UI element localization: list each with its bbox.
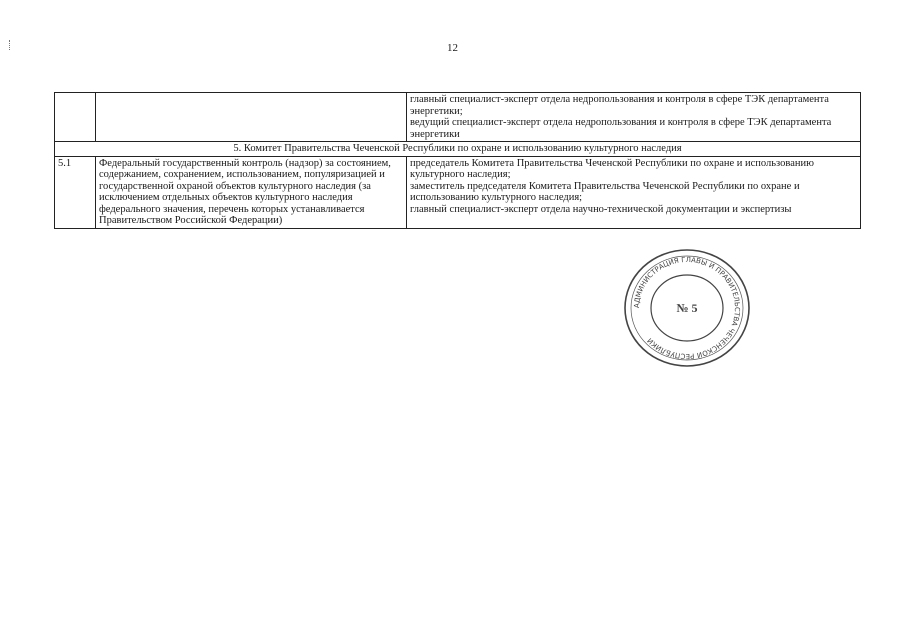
table-row <box>55 93 861 142</box>
seal-ring-textpath: АДМИНИСТРАЦИЯ ГЛАВЫ И ПРАВИТЕЛЬСТВА ЧЕЧЕНСКОЙ РЕСПУБЛИКИ <box>632 255 742 361</box>
officials-cell <box>407 156 861 228</box>
table-row <box>55 156 861 228</box>
seal-number: № 5 <box>676 301 698 315</box>
row-number-cell <box>55 93 96 142</box>
official-line: заместитель председателя Комитета Правительства Чеченской Республики по охране и использованию культурного наследия; <box>410 180 800 203</box>
officials-cell <box>407 93 861 142</box>
official-seal-stamp <box>619 243 755 373</box>
official-line: главный специалист-эксперт отдела научно-технической документации и экспертизы <box>410 203 792 215</box>
page-number: 12 <box>447 42 458 54</box>
official-line: председатель Комитета Правительства Чеченской Республики по охране и использованию культурного наследия; <box>410 157 814 180</box>
control-functions-table <box>54 92 861 229</box>
description-cell <box>96 93 407 142</box>
section-header-row <box>55 142 861 157</box>
row-number-cell: 5.1 <box>55 156 96 228</box>
section-header: 5. Комитет Правительства Чеченской Республики по охране и использованию культурного наследия <box>55 142 861 157</box>
description-cell: Федеральный государственный контроль (надзор) за состоянием, содержанием, сохранением, использованием, популяризацией и государственной охраной объектов культурного наследия (за исключением отдельных объектов культурного наследия федерального значения, перечень которых устанавливается Правительством Российской Федерации) <box>96 156 407 228</box>
official-line: ведущий специалист-эксперт отдела недропользования и контроля в сфере ТЭК департамента энергетики <box>410 117 832 140</box>
seal-graphic <box>619 243 755 373</box>
official-line: главный специалист-эксперт отдела недропользования и контроля в сфере ТЭК департамента энергетики; <box>410 94 829 117</box>
